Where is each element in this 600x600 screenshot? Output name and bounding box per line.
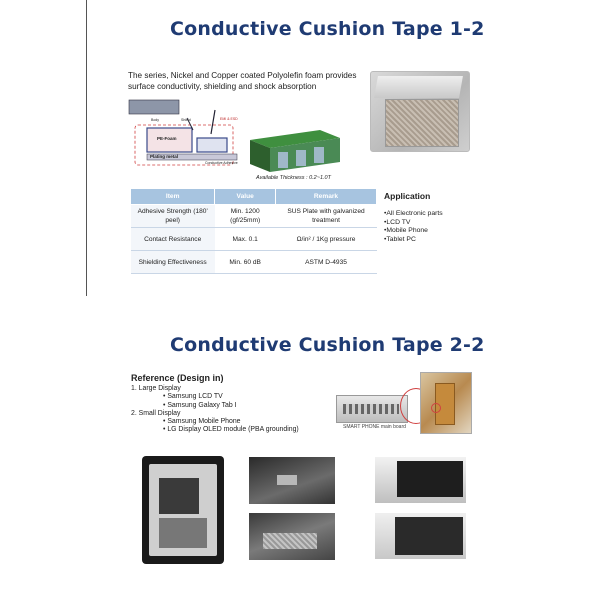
tablet-board-area — [159, 518, 207, 548]
list-item: •Tablet PC — [384, 235, 416, 243]
structure-diagram — [127, 98, 247, 173]
foam-cross-section — [129, 100, 179, 114]
board-caption: SMART PHONE main board — [343, 424, 406, 430]
table-row — [131, 228, 377, 251]
tape-piece-1 — [277, 475, 297, 485]
adhesive-block — [197, 138, 227, 152]
closeup-highlight — [431, 403, 441, 413]
table-row — [131, 205, 377, 228]
render-column-2 — [296, 150, 306, 166]
cell-value: Min. 1200 (gf/25mm) — [215, 205, 276, 228]
reference-line: • Samsung Mobile Phone — [163, 418, 241, 426]
display-edge-photo-1 — [375, 457, 466, 503]
label-body: Body — [151, 118, 159, 122]
label-emi-esd: EMI & ESD — [220, 117, 238, 121]
slide1-title: Conductive Cushion Tape 1-2 — [170, 18, 485, 40]
label-conductive-adhesive: Conductive Adhesive — [205, 161, 238, 165]
render-column-3 — [314, 147, 324, 163]
reference-line: 1. Large Display — [131, 385, 181, 392]
slide2-title: Conductive Cushion Tape 2-2 — [170, 334, 485, 356]
render-column-1 — [278, 152, 288, 168]
reference-line: • Samsung Galaxy Tab I — [163, 401, 237, 409]
label-shield: Shield — [181, 118, 191, 122]
board-connector-strip — [343, 404, 399, 414]
reference-line: 2. Small Display — [131, 409, 181, 417]
board-closeup-photo — [420, 372, 472, 434]
tablet-frame — [149, 464, 217, 556]
header-item: Item — [131, 189, 215, 205]
product-3d-render — [250, 130, 340, 172]
display-panel-dark-2 — [395, 517, 463, 555]
cell-item: Contact Resistance — [131, 228, 215, 251]
table-row — [131, 251, 377, 274]
slide1-intro-text: The series, Nickel and Copper coated Polyolefin foam provides surface conductivity, shielding and shock absorption — [128, 71, 357, 91]
slide-divider-edge — [86, 0, 87, 296]
reference-line: • Samsung LCD TV — [163, 393, 223, 401]
thickness-caption: Available Thickness : 0.2~1.0T — [256, 175, 331, 181]
tv-panel-photo-2 — [249, 513, 335, 560]
main-board-photo — [336, 395, 408, 423]
reference-list — [131, 385, 299, 435]
cell-remark: SUS Plate with galvanized treatment — [276, 205, 377, 228]
reference-line: • LG Display OLED module (PBA grounding) — [163, 426, 299, 434]
reference-title: Reference (Design in) — [131, 373, 224, 383]
header-remark: Remark — [276, 189, 377, 205]
list-item: •Mobile Phone — [384, 227, 428, 234]
list-item: •All Electronic parts — [384, 210, 443, 217]
arrow-emi — [211, 110, 215, 134]
display-panel-dark — [397, 461, 463, 497]
cell-remark: Ω/in² / 1Kg pressure — [276, 228, 377, 251]
foam-sample-photo — [370, 71, 470, 152]
cell-value: Min. 60 dB — [215, 251, 276, 274]
cell-item: Shielding Effectiveness — [131, 251, 215, 274]
cell-item: Adhesive Strength (180' peel) — [131, 205, 215, 228]
application-list — [384, 210, 443, 244]
spec-table-header-row — [131, 189, 377, 205]
foam-mesh-texture — [385, 99, 459, 147]
product-3d-svg — [250, 130, 340, 172]
foam-top-layer — [374, 76, 463, 98]
label-pe-foam: PE-Foam — [157, 136, 177, 141]
list-item: •LCD TV — [384, 218, 411, 226]
application-title: Application — [384, 191, 431, 201]
tablet-back-photo — [142, 456, 224, 564]
tablet-battery-area — [159, 478, 199, 514]
cell-value: Max. 0.1 — [215, 228, 276, 251]
label-plating-metal: Plating metal — [150, 154, 179, 159]
header-value: Value — [215, 189, 276, 205]
spec-table — [130, 188, 377, 274]
tv-panel-photo-1 — [249, 457, 335, 504]
cell-remark: ASTM D-4935 — [276, 251, 377, 274]
tape-piece-2 — [263, 533, 317, 549]
display-edge-photo-2 — [375, 513, 466, 559]
